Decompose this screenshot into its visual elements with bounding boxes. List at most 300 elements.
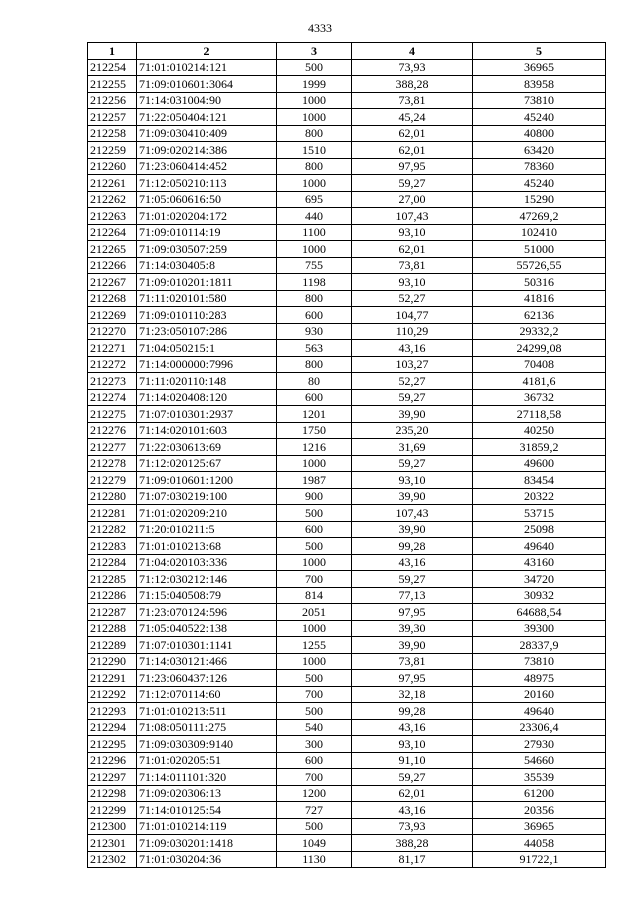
area-cell: 1510 [277,142,352,159]
row-number-cell: 212268 [88,290,137,307]
area-cell: 1000 [277,554,352,571]
row-number-cell: 212289 [88,637,137,654]
area-cell: 1130 [277,851,352,868]
rate-cell: 39,90 [352,488,473,505]
row-number-cell: 212260 [88,158,137,175]
column-header: 1 [88,43,137,60]
table-row [88,439,606,456]
rate-cell: 91,10 [352,752,473,769]
row-number-cell: 212257 [88,109,137,126]
cadastral-number-cell: 71:23:050107:286 [137,323,277,340]
area-cell: 800 [277,356,352,373]
table-row [88,505,606,522]
area-cell: 700 [277,686,352,703]
table-row [88,472,606,489]
cadastral-number-cell: 71:12:050210:113 [137,175,277,192]
cadastral-number-cell: 71:01:020209:210 [137,505,277,522]
rate-cell: 104,77 [352,307,473,324]
value-cell: 47269,2 [473,208,606,225]
page-number: 4333 [308,21,332,35]
value-cell: 83958 [473,76,606,93]
value-cell: 49640 [473,538,606,555]
table-row [88,389,606,406]
area-cell: 1201 [277,406,352,423]
area-cell: 500 [277,670,352,687]
area-cell: 814 [277,587,352,604]
rate-cell: 93,10 [352,224,473,241]
rate-cell: 43,16 [352,719,473,736]
area-cell: 800 [277,290,352,307]
row-number-cell: 212281 [88,505,137,522]
rate-cell: 97,95 [352,604,473,621]
area-cell: 800 [277,158,352,175]
cadastral-number-cell: 71:01:010214:119 [137,818,277,835]
rate-cell: 97,95 [352,158,473,175]
value-cell: 24299,08 [473,340,606,357]
cadastral-number-cell: 71:07:010301:2937 [137,406,277,423]
cadastral-number-cell: 71:01:030204:36 [137,851,277,868]
table-row [88,373,606,390]
value-cell: 70408 [473,356,606,373]
table-row [88,752,606,769]
cadastral-number-cell: 71:09:030201:1418 [137,835,277,852]
cadastral-number-cell: 71:14:020408:120 [137,389,277,406]
table-row [88,224,606,241]
row-number-cell: 212301 [88,835,137,852]
value-cell: 39300 [473,620,606,637]
table-row [88,455,606,472]
table-row [88,571,606,588]
area-cell: 600 [277,521,352,538]
cadastral-number-cell: 71:04:050215:1 [137,340,277,357]
value-cell: 50316 [473,274,606,291]
row-number-cell: 212262 [88,191,137,208]
row-number-cell: 212288 [88,620,137,637]
table-row [88,719,606,736]
cadastral-number-cell: 71:14:011101:320 [137,769,277,786]
value-cell: 64688,54 [473,604,606,621]
row-number-cell: 212261 [88,175,137,192]
value-cell: 73810 [473,653,606,670]
row-number-cell: 212270 [88,323,137,340]
row-number-cell: 212263 [88,208,137,225]
cadastral-number-cell: 71:14:030121:466 [137,653,277,670]
table-row [88,175,606,192]
table-row [88,587,606,604]
cadastral-number-cell: 71:11:020110:148 [137,373,277,390]
cadastral-number-cell: 71:08:050111:275 [137,719,277,736]
row-number-cell: 212273 [88,373,137,390]
cadastral-number-cell: 71:14:030405:8 [137,257,277,274]
row-number-cell: 212298 [88,785,137,802]
rate-cell: 39,90 [352,406,473,423]
area-cell: 540 [277,719,352,736]
rate-cell: 107,43 [352,208,473,225]
row-number-cell: 212302 [88,851,137,868]
area-cell: 1999 [277,76,352,93]
cadastral-number-cell: 71:09:030309:9140 [137,736,277,753]
cadastral-number-cell: 71:14:010125:54 [137,802,277,819]
column-header: 3 [277,43,352,60]
table-row [88,274,606,291]
rate-cell: 39,90 [352,637,473,654]
value-cell: 78360 [473,158,606,175]
row-number-cell: 212294 [88,719,137,736]
area-cell: 1200 [277,785,352,802]
table-row [88,686,606,703]
table-row [88,818,606,835]
value-cell: 29332,2 [473,323,606,340]
row-number-cell: 212293 [88,703,137,720]
row-number-cell: 212277 [88,439,137,456]
cadastral-number-cell: 71:20:010211:5 [137,521,277,538]
table-row [88,637,606,654]
row-number-cell: 212266 [88,257,137,274]
cadastral-number-cell: 71:09:010601:3064 [137,76,277,93]
value-cell: 43160 [473,554,606,571]
rate-cell: 27,00 [352,191,473,208]
cadastral-number-cell: 71:14:020101:603 [137,422,277,439]
cadastral-number-cell: 71:09:030410:409 [137,125,277,142]
value-cell: 30932 [473,587,606,604]
cadastral-number-cell: 71:07:030219:100 [137,488,277,505]
area-cell: 727 [277,802,352,819]
row-number-cell: 212264 [88,224,137,241]
rate-cell: 45,24 [352,109,473,126]
cadastral-number-cell: 71:09:020306:13 [137,785,277,802]
row-number-cell: 212276 [88,422,137,439]
table-row [88,76,606,93]
rate-cell: 62,01 [352,142,473,159]
rate-cell: 73,93 [352,818,473,835]
area-cell: 1000 [277,175,352,192]
table-row [88,158,606,175]
cadastral-number-cell: 71:12:070114:60 [137,686,277,703]
area-cell: 600 [277,307,352,324]
rate-cell: 62,01 [352,241,473,258]
cadastral-number-cell: 71:05:040522:138 [137,620,277,637]
rate-cell: 93,10 [352,274,473,291]
area-cell: 1000 [277,109,352,126]
value-cell: 53715 [473,505,606,522]
row-number-cell: 212296 [88,752,137,769]
value-cell: 40250 [473,422,606,439]
area-cell: 900 [277,488,352,505]
header-row [88,43,606,60]
rate-cell: 97,95 [352,670,473,687]
table-row [88,488,606,505]
row-number-cell: 212280 [88,488,137,505]
register-table [87,42,606,868]
table-row [88,802,606,819]
area-cell: 500 [277,505,352,522]
rate-cell: 388,28 [352,76,473,93]
row-number-cell: 212291 [88,670,137,687]
value-cell: 28337,9 [473,637,606,654]
cadastral-number-cell: 71:15:040508:79 [137,587,277,604]
table-row [88,406,606,423]
area-cell: 1049 [277,835,352,852]
table-row [88,785,606,802]
table-row [88,340,606,357]
area-cell: 1987 [277,472,352,489]
row-number-cell: 212258 [88,125,137,142]
rate-cell: 52,27 [352,373,473,390]
row-number-cell: 212275 [88,406,137,423]
rate-cell: 43,16 [352,802,473,819]
value-cell: 73810 [473,92,606,109]
area-cell: 1216 [277,439,352,456]
table-row [88,670,606,687]
rate-cell: 93,10 [352,736,473,753]
rate-cell: 43,16 [352,340,473,357]
rate-cell: 39,90 [352,521,473,538]
row-number-cell: 212284 [88,554,137,571]
value-cell: 36965 [473,818,606,835]
table-row [88,290,606,307]
cadastral-number-cell: 71:09:020214:386 [137,142,277,159]
column-header: 5 [473,43,606,60]
table-row [88,257,606,274]
table-row [88,653,606,670]
table-row [88,554,606,571]
value-cell: 36965 [473,59,606,76]
rate-cell: 107,43 [352,505,473,522]
area-cell: 600 [277,389,352,406]
area-cell: 1000 [277,92,352,109]
cadastral-number-cell: 71:09:010601:1200 [137,472,277,489]
value-cell: 15290 [473,191,606,208]
row-number-cell: 212254 [88,59,137,76]
table-row [88,703,606,720]
row-number-cell: 212295 [88,736,137,753]
table-row [88,356,606,373]
cadastral-number-cell: 71:12:020125:67 [137,455,277,472]
area-cell: 1255 [277,637,352,654]
cadastral-number-cell: 71:09:030507:259 [137,241,277,258]
area-cell: 1000 [277,653,352,670]
row-number-cell: 212292 [88,686,137,703]
value-cell: 4181,6 [473,373,606,390]
row-number-cell: 212256 [88,92,137,109]
area-cell: 930 [277,323,352,340]
area-cell: 700 [277,769,352,786]
cadastral-number-cell: 71:09:010110:283 [137,307,277,324]
table-row [88,307,606,324]
value-cell: 45240 [473,109,606,126]
value-cell: 62136 [473,307,606,324]
rate-cell: 81,17 [352,851,473,868]
table-row [88,835,606,852]
rate-cell: 73,81 [352,653,473,670]
rate-cell: 59,27 [352,769,473,786]
area-cell: 1000 [277,241,352,258]
row-number-cell: 212286 [88,587,137,604]
value-cell: 36732 [473,389,606,406]
row-number-cell: 212287 [88,604,137,621]
cadastral-number-cell: 71:01:010214:121 [137,59,277,76]
row-number-cell: 212279 [88,472,137,489]
rate-cell: 59,27 [352,455,473,472]
rate-cell: 52,27 [352,290,473,307]
rate-cell: 73,81 [352,257,473,274]
row-number-cell: 212272 [88,356,137,373]
cadastral-number-cell: 71:05:060616:50 [137,191,277,208]
area-cell: 1000 [277,455,352,472]
area-cell: 1198 [277,274,352,291]
table-row [88,92,606,109]
rate-cell: 39,30 [352,620,473,637]
rate-cell: 73,81 [352,92,473,109]
rate-cell: 110,29 [352,323,473,340]
rate-cell: 59,27 [352,175,473,192]
row-number-cell: 212271 [88,340,137,357]
rate-cell: 62,01 [352,125,473,142]
row-number-cell: 212265 [88,241,137,258]
value-cell: 49640 [473,703,606,720]
table-row [88,323,606,340]
row-number-cell: 212283 [88,538,137,555]
area-cell: 700 [277,571,352,588]
row-number-cell: 212285 [88,571,137,588]
cadastral-number-cell: 71:09:010114:19 [137,224,277,241]
row-number-cell: 212255 [88,76,137,93]
area-cell: 1000 [277,620,352,637]
value-cell: 25098 [473,521,606,538]
table-row [88,59,606,76]
column-header: 4 [352,43,473,60]
row-number-cell: 212282 [88,521,137,538]
table-row [88,191,606,208]
area-cell: 500 [277,538,352,555]
cadastral-number-cell: 71:01:020204:172 [137,208,277,225]
cadastral-number-cell: 71:12:030212:146 [137,571,277,588]
value-cell: 27118,58 [473,406,606,423]
cadastral-number-cell: 71:09:010201:1811 [137,274,277,291]
table-row [88,620,606,637]
area-cell: 80 [277,373,352,390]
area-cell: 500 [277,59,352,76]
rate-cell: 99,28 [352,703,473,720]
table-row [88,208,606,225]
cadastral-number-cell: 71:01:010213:68 [137,538,277,555]
cadastral-number-cell: 71:01:010213:511 [137,703,277,720]
value-cell: 45240 [473,175,606,192]
table-row [88,538,606,555]
cadastral-number-cell: 71:22:050404:121 [137,109,277,126]
value-cell: 61200 [473,785,606,802]
cadastral-number-cell: 71:23:060414:452 [137,158,277,175]
value-cell: 35539 [473,769,606,786]
row-number-cell: 212259 [88,142,137,159]
area-cell: 800 [277,125,352,142]
value-cell: 20322 [473,488,606,505]
value-cell: 48975 [473,670,606,687]
area-cell: 695 [277,191,352,208]
value-cell: 83454 [473,472,606,489]
value-cell: 40800 [473,125,606,142]
rate-cell: 235,20 [352,422,473,439]
area-cell: 1100 [277,224,352,241]
rate-cell: 59,27 [352,389,473,406]
value-cell: 91722,1 [473,851,606,868]
cadastral-number-cell: 71:04:020103:336 [137,554,277,571]
table-row [88,851,606,868]
table-row [88,521,606,538]
rate-cell: 93,10 [352,472,473,489]
value-cell: 31859,2 [473,439,606,456]
value-cell: 23306,4 [473,719,606,736]
cadastral-number-cell: 71:23:060437:126 [137,670,277,687]
value-cell: 41816 [473,290,606,307]
rate-cell: 103,27 [352,356,473,373]
value-cell: 20160 [473,686,606,703]
row-number-cell: 212300 [88,818,137,835]
value-cell: 44058 [473,835,606,852]
value-cell: 51000 [473,241,606,258]
area-cell: 563 [277,340,352,357]
rate-cell: 43,16 [352,554,473,571]
row-number-cell: 212297 [88,769,137,786]
rate-cell: 32,18 [352,686,473,703]
table-body [88,59,606,868]
value-cell: 49600 [473,455,606,472]
value-cell: 102410 [473,224,606,241]
value-cell: 54660 [473,752,606,769]
cadastral-number-cell: 71:14:000000:7996 [137,356,277,373]
area-cell: 755 [277,257,352,274]
row-number-cell: 212267 [88,274,137,291]
rate-cell: 59,27 [352,571,473,588]
area-cell: 600 [277,752,352,769]
rate-cell: 77,13 [352,587,473,604]
cadastral-number-cell: 71:22:030613:69 [137,439,277,456]
cadastral-number-cell: 71:23:070124:596 [137,604,277,621]
value-cell: 20356 [473,802,606,819]
row-number-cell: 212290 [88,653,137,670]
area-cell: 440 [277,208,352,225]
table-row [88,241,606,258]
value-cell: 34720 [473,571,606,588]
rate-cell: 31,69 [352,439,473,456]
rate-cell: 62,01 [352,785,473,802]
area-cell: 1750 [277,422,352,439]
table-row [88,125,606,142]
cadastral-number-cell: 71:01:020205:51 [137,752,277,769]
table-row [88,422,606,439]
table-row [88,142,606,159]
table-row [88,604,606,621]
value-cell: 55726,55 [473,257,606,274]
area-cell: 300 [277,736,352,753]
table-row [88,736,606,753]
row-number-cell: 212299 [88,802,137,819]
table-row [88,109,606,126]
value-cell: 27930 [473,736,606,753]
column-header: 2 [137,43,277,60]
row-number-cell: 212278 [88,455,137,472]
cadastral-number-cell: 71:14:031004:90 [137,92,277,109]
area-cell: 2051 [277,604,352,621]
cadastral-number-cell: 71:11:020101:580 [137,290,277,307]
row-number-cell: 212269 [88,307,137,324]
rate-cell: 388,28 [352,835,473,852]
table-row [88,769,606,786]
value-cell: 63420 [473,142,606,159]
row-number-cell: 212274 [88,389,137,406]
cadastral-number-cell: 71:07:010301:1141 [137,637,277,654]
area-cell: 500 [277,818,352,835]
